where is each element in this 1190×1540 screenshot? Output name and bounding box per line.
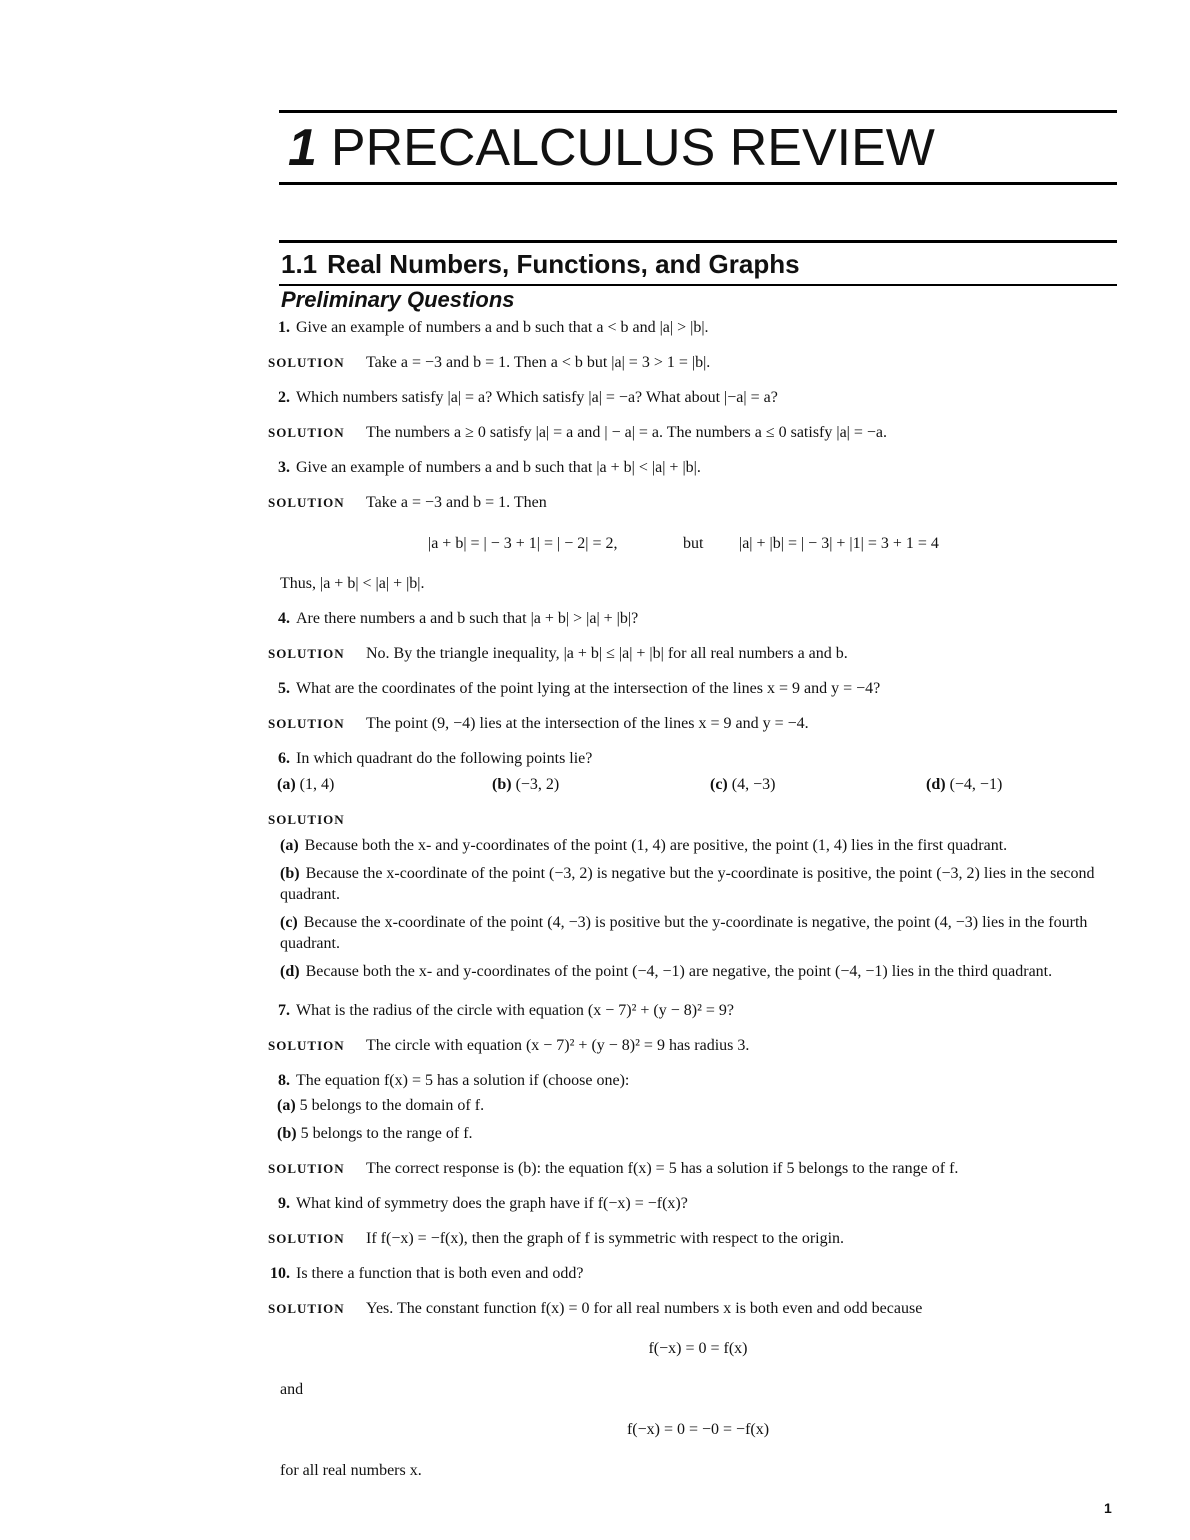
solution-10-end: for all real numbers x. bbox=[280, 1462, 422, 1479]
solution-6-part-b: (b) Because the x-coordinate of the point (−3, 2) is negative but the y-coordinate is positive, the point (−3, 2) lies in the second quadrant. bbox=[280, 865, 1095, 903]
question-6 bbox=[278, 750, 592, 768]
q6-option-b: (b) (−3, 2) bbox=[492, 776, 560, 793]
solution-label: SOLUTION bbox=[268, 355, 345, 370]
question-text: Give an example of numbers a and b such that |a + b| < |a| + |b|. bbox=[296, 459, 701, 476]
q6-option-a: (a) (1, 4) bbox=[277, 776, 335, 793]
question-text: What are the coordinates of the point lying at the intersection of the lines x = 9 and y = −4? bbox=[296, 680, 881, 697]
question-number: 6. bbox=[278, 750, 290, 767]
equation-10b: f(−x) = 0 = −0 = −f(x) bbox=[626, 1421, 770, 1438]
question-text: What kind of symmetry does the graph have if f(−x) = −f(x)? bbox=[296, 1195, 688, 1212]
question-9 bbox=[278, 1195, 688, 1213]
section-heading bbox=[281, 246, 800, 282]
page-number: 1 bbox=[1104, 1500, 1112, 1516]
question-number: 3. bbox=[278, 459, 290, 476]
connector-and: and bbox=[280, 1381, 304, 1398]
question-number: 2. bbox=[278, 389, 290, 406]
question-text: In which quadrant do the following points lie? bbox=[296, 750, 593, 767]
solution-text: The correct response is (b): the equation f(x) = 5 has a solution if 5 belongs to the range of f. bbox=[366, 1160, 959, 1177]
chapter-heading bbox=[288, 112, 935, 184]
solution-4 bbox=[268, 645, 848, 663]
q8-option-a: (a) 5 belongs to the domain of f. bbox=[277, 1097, 485, 1114]
question-10 bbox=[270, 1265, 583, 1283]
question-8 bbox=[278, 1072, 629, 1090]
solution-6-part-a: (a) Because both the x- and y-coordinates of the point (1, 4) are positive, the point (1, 4) lies in the first quadrant. bbox=[280, 837, 1008, 854]
q6-option-d: (d) (−4, −1) bbox=[926, 776, 1003, 793]
solution-3 bbox=[268, 494, 547, 512]
question-number: 7. bbox=[278, 1002, 290, 1019]
solution-text: If f(−x) = −f(x), then the graph of f is symmetric with respect to the origin. bbox=[366, 1230, 845, 1247]
solution-label: SOLUTION bbox=[268, 1038, 345, 1053]
solution-6-part-c: (c) Because the x-coordinate of the point (4, −3) is positive but the y-coordinate is negative, the point (4, −3) lies in the fourth quadrant. bbox=[280, 914, 1088, 952]
equation-3-right: |a| + |b| = | − 3| + |1| = 3 + 1 = 4 bbox=[739, 535, 939, 552]
solution-8 bbox=[268, 1160, 958, 1178]
solution-text: The circle with equation (x − 7)² + (y − 8)² = 9 has radius 3. bbox=[366, 1037, 750, 1054]
solution-6 bbox=[268, 811, 366, 829]
question-number: 1. bbox=[278, 319, 290, 336]
question-2 bbox=[278, 389, 778, 407]
solution-10 bbox=[268, 1300, 922, 1318]
solution-label: SOLUTION bbox=[268, 425, 345, 440]
question-1 bbox=[278, 319, 709, 337]
question-number: 8. bbox=[278, 1072, 290, 1089]
q8-option-b: (b) 5 belongs to the range of f. bbox=[277, 1125, 473, 1142]
solution-label: SOLUTION bbox=[268, 716, 345, 731]
solution-label: SOLUTION bbox=[268, 1161, 345, 1176]
equation-3-connector: but bbox=[683, 535, 704, 552]
subsection-heading: Preliminary Questions bbox=[281, 287, 515, 312]
solution-label: SOLUTION bbox=[268, 1231, 345, 1246]
question-text: Give an example of numbers a and b such that a < b and |a| > |b|. bbox=[296, 319, 709, 336]
solution-2 bbox=[268, 424, 887, 442]
chapter-number: 1 bbox=[288, 119, 317, 177]
solution-7 bbox=[268, 1037, 749, 1055]
solution-1 bbox=[268, 354, 710, 372]
chapter-bottom-rule bbox=[279, 182, 1117, 185]
question-7 bbox=[278, 1002, 734, 1020]
question-text: Which numbers satisfy |a| = a? Which satisfy |a| = −a? What about |−a| = a? bbox=[296, 389, 778, 406]
solution-label: SOLUTION bbox=[268, 1301, 345, 1316]
question-number: 9. bbox=[278, 1195, 290, 1212]
section-number: 1.1 bbox=[281, 249, 318, 279]
equation-10a: f(−x) = 0 = f(x) bbox=[648, 1340, 748, 1357]
question-number: 4. bbox=[278, 610, 290, 627]
equation-3-left: |a + b| = | − 3 + 1| = | − 2| = 2, bbox=[428, 535, 618, 552]
question-text: What is the radius of the circle with equation (x − 7)² + (y − 8)² = 9? bbox=[296, 1002, 735, 1019]
question-number: 10. bbox=[270, 1265, 290, 1282]
chapter-title: PRECALCULUS REVIEW bbox=[330, 119, 935, 177]
question-4 bbox=[278, 610, 638, 628]
question-5 bbox=[278, 680, 880, 698]
question-number: 5. bbox=[278, 680, 290, 697]
section-top-rule bbox=[279, 240, 1117, 243]
question-3 bbox=[278, 459, 701, 477]
solution-text: No. By the triangle inequality, |a + b| ≤ |a| + |b| for all real numbers a and b. bbox=[366, 645, 848, 662]
solution-text: Take a = −3 and b = 1. Then bbox=[366, 494, 547, 511]
solution-label: SOLUTION bbox=[268, 646, 345, 661]
solution-text: Take a = −3 and b = 1. Then a < b but |a| = 3 > 1 = |b|. bbox=[366, 354, 711, 371]
solution-6-part-d: (d) Because both the x- and y-coordinates of the point (−4, −1) are negative, the point (−4, −1) lies in the third quadrant. bbox=[280, 963, 1053, 980]
solution-text: Yes. The constant function f(x) = 0 for all real numbers x is both even and odd because bbox=[366, 1300, 923, 1317]
solution-text: The point (9, −4) lies at the intersection of the lines x = 9 and y = −4. bbox=[366, 715, 809, 732]
question-text: Are there numbers a and b such that |a + b| > |a| + |b|? bbox=[296, 610, 639, 627]
solution-3-conclusion: Thus, |a + b| < |a| + |b|. bbox=[280, 575, 425, 592]
solution-label: SOLUTION bbox=[268, 812, 345, 827]
question-text: Is there a function that is both even and odd? bbox=[296, 1265, 584, 1282]
solution-5 bbox=[268, 715, 809, 733]
solution-label: SOLUTION bbox=[268, 495, 345, 510]
solution-9 bbox=[268, 1230, 844, 1248]
q6-option-c: (c) (4, −3) bbox=[710, 776, 776, 793]
section-title: Real Numbers, Functions, and Graphs bbox=[327, 249, 800, 279]
solution-text: The numbers a ≥ 0 satisfy |a| = a and | − a| = a. The numbers a ≤ 0 satisfy |a| = −a. bbox=[366, 424, 888, 441]
question-text: The equation f(x) = 5 has a solution if (choose one): bbox=[296, 1072, 630, 1089]
